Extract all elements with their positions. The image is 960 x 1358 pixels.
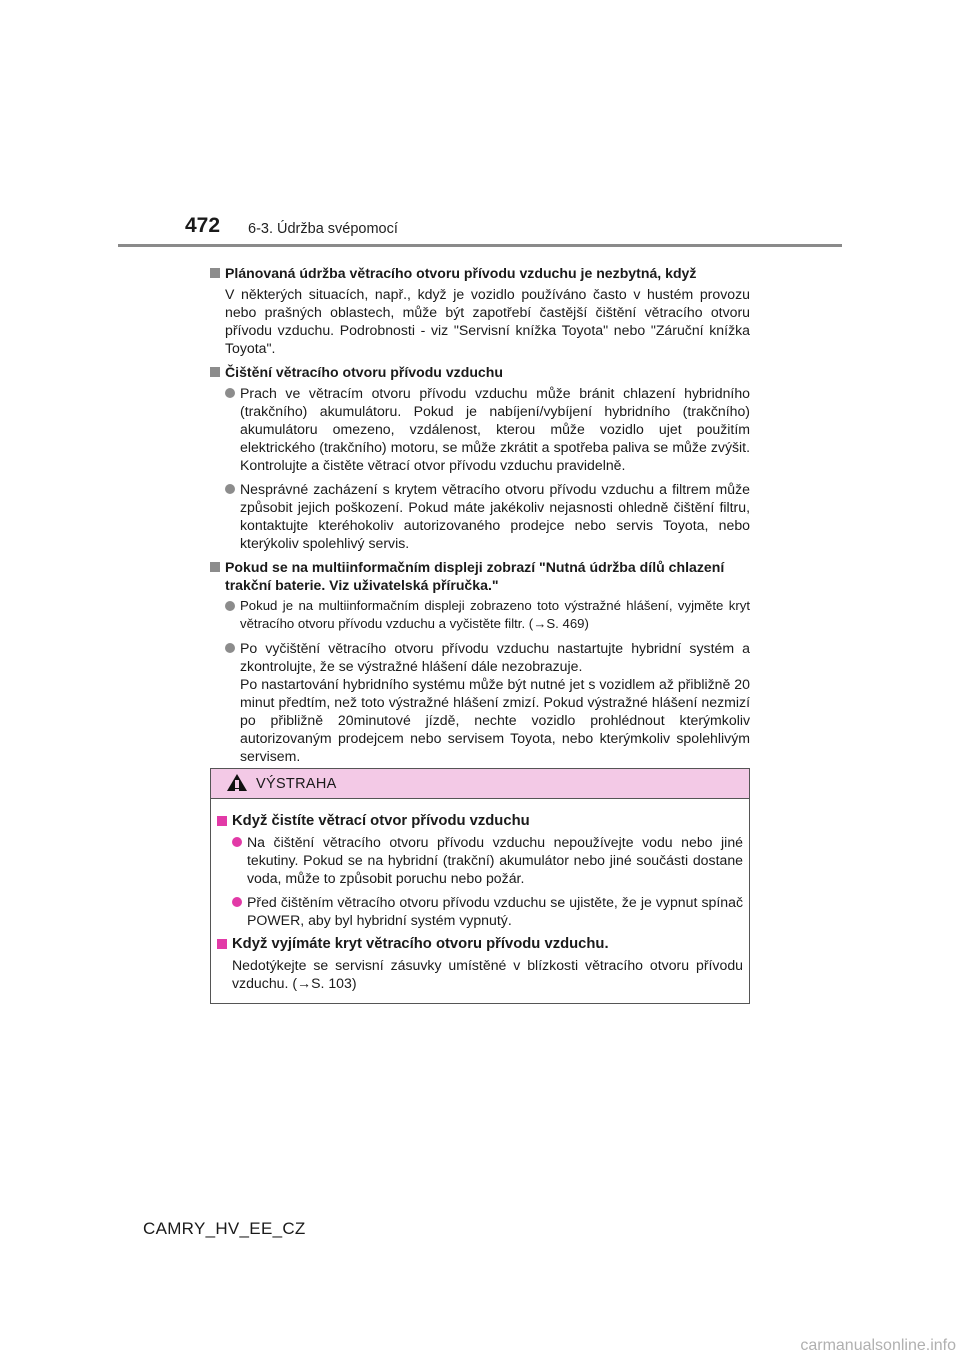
circle-bullet-icon [232,897,242,907]
warning-box [210,768,750,1004]
circle-bullet-icon [225,484,235,494]
list-item: Před čištěním větracího otvoru přívodu vzduchu se ujistěte, že je vypnut spínač POWER, aby byl hybridní systém vypnutý. [217,893,743,929]
warning-label: VÝSTRAHA [256,776,337,792]
list-item: Po vyčištění větracího otvoru přívodu vzduchu nastartujte hybridní systém a zkontrolujte, že se výstražné hlášení dále nezobrazuje. Po nastartování hybridního systému může být nutné jet s vozidlem až přibližně 20 minut předtím, než toto výstražné hlášení zmizí. Pokud výstražné hlášení nezmizí po přibližně 20minutové jízdě, nechte vozidlo prohlédnout kterýmkoliv autorizovaným prodejcem nebo servisem Toyota, nebo kterýmkoliv spolehlivým servisem. [210,639,750,765]
square-bullet-icon [210,268,220,278]
circle-bullet-icon [225,601,235,611]
warning-header [211,769,749,799]
section-title: 6-3. Údržba svépomocí [248,221,398,237]
section-heading: Čištění větracího otvoru přívodu vzduchu [210,363,750,381]
list-item: Pokud je na multiinformačním displeji zobrazeno toto výstražné hlášení, vyjměte kryt větracího otvoru přívodu vzduchu a vyčistěte filtr. (→S. 469) [210,597,750,633]
section-paragraph: V některých situacích, např., když je vozidlo používáno často v hustém provozu nebo prašných oblastech, může být zapotřebí častější čištění větracího otvoru přívodu vzduchu. Podrobnosti - viz "Servisní knížka Toyota" nebo "Záruční knížka Toyota". [225,286,750,356]
warning-heading: Když čistíte větrací otvor přívodu vzduchu [217,812,743,830]
list-item: Nesprávné zacházení s krytem větracího otvoru přívodu vzduchu a filtrem může způsobit jejich poškození. Pokud máte jakékoliv nejasnosti ohledně čištění filtru, kontaktujte kteréhokoliv autorizovaného prodejce nebo servis Toyota, nebo kterýkoliv spolehlivý servis. [210,480,750,552]
list-item: Prach ve větracím otvoru přívodu vzduchu může bránit chlazení hybridního (trakčního) akumulátoru. Pokud je nabíjení/vybíjení hybridního (trakčního) akumulátoru omezeno, vzdálenost, kterou může vozidlo ujet použitím elektrického (trakčního) motoru, se může zkrátit a spotřeba paliva se může zvýšit. Kontrolujte a čistěte větrací otvor přívodu vzduchu pravidelně. [210,384,750,474]
page-number: 472 [185,214,221,237]
square-bullet-icon [217,939,227,949]
circle-bullet-icon [225,643,235,653]
section-heading: Pokud se na multiinformačním displeji zobrazí "Nutná údržba dílů chlazení trakční baterie. Viz uživatelská příručka." [210,558,750,594]
circle-bullet-icon [225,388,235,398]
main-content [210,264,750,771]
warning-heading: Když vyjímáte kryt větracího otvoru přívodu vzduchu. [217,935,743,953]
warning-body [211,799,749,992]
square-bullet-icon [210,562,220,572]
watermark[interactable]: carmanualsonline.info [800,1337,956,1354]
circle-bullet-icon [232,837,242,847]
section-heading: Plánovaná údržba větracího otvoru přívodu vzduchu je nezbytná, když [210,264,750,282]
square-bullet-icon [210,367,220,377]
header-rule [118,244,842,247]
document-code: CAMRY_HV_EE_CZ [143,1219,306,1238]
square-bullet-icon [217,816,227,826]
page-header [0,0,960,250]
warning-paragraph: Nedotýkejte se servisní zásuvky umístěné v blízkosti větracího otvoru přívodu vzduchu. (→S. 103) [232,957,743,991]
list-item: Na čištění větracího otvoru přívodu vzduchu nepoužívejte vodu nebo jiné tekutiny. Pokud se na hybridní (trakční) akumulátor nebo jiné součásti dostane voda, může to způsobit poruchu nebo požár. [217,833,743,887]
